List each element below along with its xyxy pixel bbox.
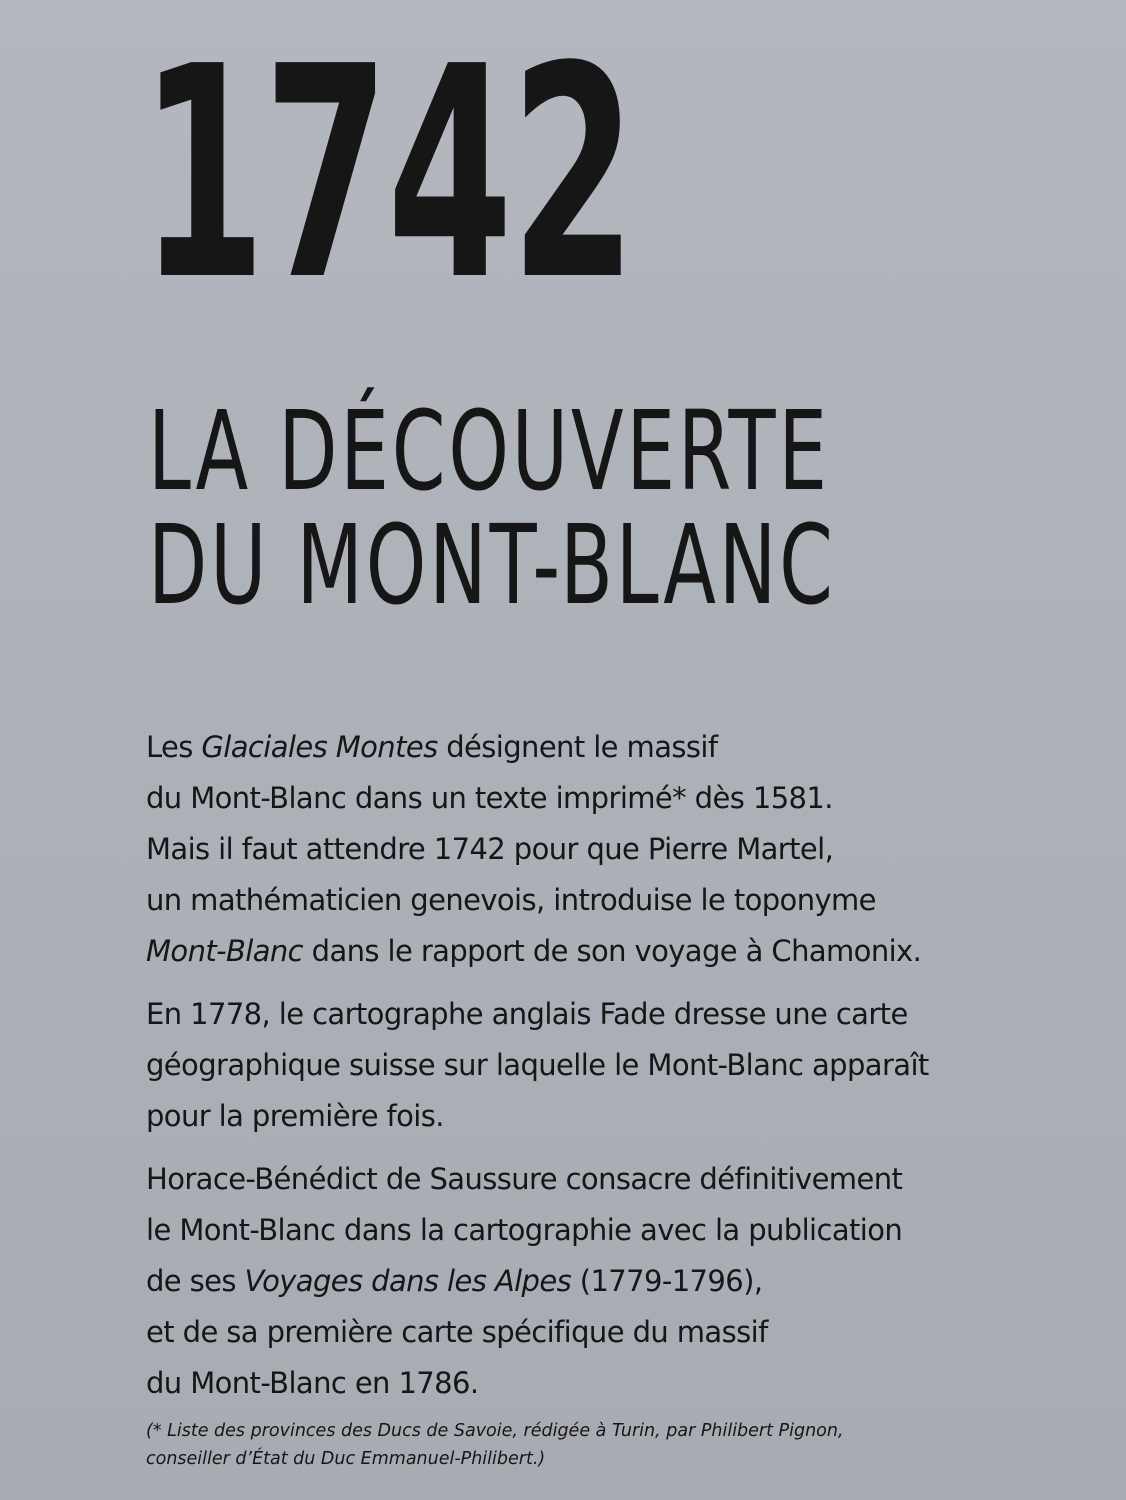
paragraph-2-line-1: En 1778, le cartographe anglais Fade dresse une carte — [146, 997, 908, 1031]
italic-term: Mont-Blanc — [146, 934, 304, 968]
title-line-1: LA DÉCOUVERTE — [148, 387, 830, 515]
italic-term: Glaciales Montes — [201, 730, 438, 764]
paragraph-2-line-2: géographique suisse sur laquelle le Mont-Blanc apparaît — [146, 1048, 929, 1082]
paragraph-2 — [146, 989, 1046, 1142]
footnote — [146, 1417, 844, 1473]
paragraph-3-line-2: le Mont-Blanc dans la cartographie avec la publication — [146, 1213, 903, 1247]
paragraph-3-line-3 — [146, 1256, 1046, 1307]
paragraph-3-line-1: Horace-Bénédict de Saussure consacre définitivement — [146, 1162, 903, 1196]
paragraph-1-line-5 — [146, 926, 1046, 977]
paragraph-3-line-4: et de sa première carte spécifique du massif — [146, 1315, 768, 1349]
paragraph-1 — [146, 722, 1046, 977]
text-fragment: désignent le massif — [437, 730, 718, 764]
title-line-2: DU MONT-BLANC — [148, 501, 836, 629]
paragraph-1-line-4: un mathématicien genevois, introduise le toponyme — [146, 883, 876, 917]
paragraph-1-line-3: Mais il faut attendre 1742 pour que Pierre Martel, — [146, 832, 834, 866]
text-fragment: Les — [146, 730, 202, 764]
page-title — [148, 387, 836, 629]
paragraph-1-line-1 — [146, 722, 1046, 773]
footnote-line-1: (* Liste des provinces des Ducs de Savoie, rédigée à Turin, par Philibert Pignon, — [146, 1421, 844, 1441]
paragraph-3 — [146, 1154, 1046, 1409]
year-heading: 1742 — [140, 4, 634, 344]
body-text — [146, 722, 1046, 1421]
text-fragment: de ses — [146, 1264, 245, 1298]
paragraph-2-line-3: pour la première fois. — [146, 1099, 444, 1133]
paragraph-1-line-2: du Mont-Blanc dans un texte imprimé* dès 1581. — [146, 781, 833, 815]
footnote-line-2: conseiller d’État du Duc Emmanuel-Philibert.) — [146, 1449, 546, 1469]
italic-term: Voyages dans les Alpes — [244, 1264, 572, 1298]
text-fragment: (1779-1796), — [571, 1264, 763, 1298]
paragraph-3-line-5: du Mont-Blanc en 1786. — [146, 1366, 479, 1400]
text-fragment: dans le rapport de son voyage à Chamonix. — [303, 934, 922, 968]
